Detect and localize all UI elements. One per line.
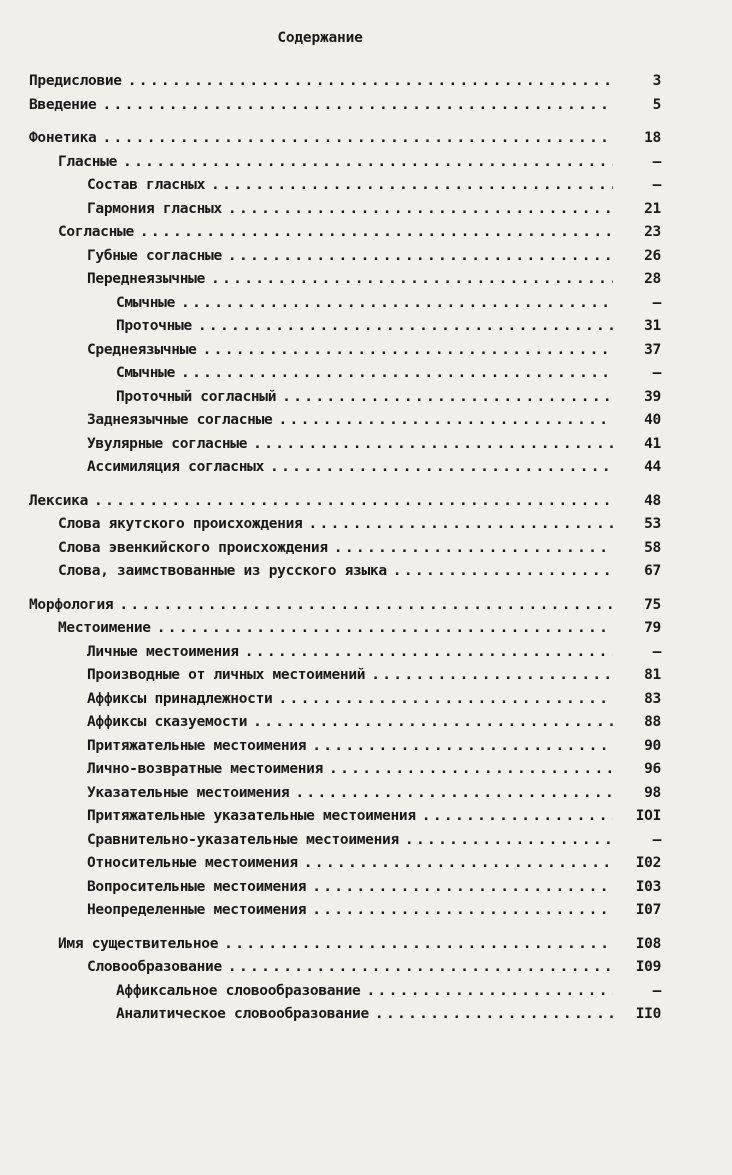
toc-entry <box>29 540 661 564</box>
toc-entry <box>29 597 661 621</box>
toc-entry-page: I03 <box>635 878 661 895</box>
toc-entry-page: – <box>652 643 661 660</box>
toc-entry-label: Указательные местоимения <box>87 784 290 801</box>
toc-entry-page: 75 <box>644 596 661 613</box>
toc-entry <box>29 667 661 691</box>
toc-entry-page: 98 <box>644 784 661 801</box>
toc-entry <box>29 177 661 201</box>
toc-entry-label: Притяжательные местоимения <box>87 737 307 754</box>
toc-entry-page: 3 <box>652 73 661 89</box>
toc-entry-page: 31 <box>644 318 661 334</box>
toc-entry <box>29 855 661 879</box>
dot-leader <box>371 667 613 683</box>
toc-entry-label: Фонетика <box>29 130 97 146</box>
toc-entry-page: 88 <box>644 714 661 730</box>
toc-entry-page: 21 <box>644 200 661 217</box>
toc-entry-label: Увулярные согласные <box>87 435 248 452</box>
toc-entry-label: Аффиксальное словообразование <box>116 982 361 999</box>
toc-entry-label: Аффиксы принадлежности <box>87 690 273 707</box>
dot-leader <box>405 832 613 848</box>
toc-entry-page: 18 <box>644 130 661 146</box>
toc-entry-label: Словообразование <box>87 959 222 975</box>
dot-leader <box>203 342 613 358</box>
dot-leader <box>308 516 613 532</box>
dot-leader <box>128 73 613 89</box>
toc-entry-label: Смычные <box>116 365 176 381</box>
toc-entry-page: 40 <box>644 412 661 428</box>
toc-entry-page: 41 <box>644 435 661 452</box>
toc-entry-page: I09 <box>635 959 661 975</box>
dot-leader <box>119 597 613 613</box>
toc-entry <box>29 201 661 225</box>
dot-leader <box>102 130 613 146</box>
toc-entry-page: I07 <box>635 902 661 918</box>
toc-entry-page: 5 <box>652 96 661 113</box>
toc-entry-label: Морфология <box>29 596 114 613</box>
toc-entry <box>29 714 661 738</box>
toc-entry-label: Сравнительно-указательные местоимения <box>87 831 399 848</box>
dot-leader <box>157 620 613 636</box>
dot-leader <box>393 563 613 579</box>
toc-entry-page: 37 <box>644 341 661 358</box>
toc-entry-label: Производные от личных местоимений <box>87 667 366 683</box>
toc-entry <box>29 271 661 295</box>
toc-entry-page: 53 <box>644 516 661 532</box>
toc-entry-label: Аналитическое словообразование <box>116 1006 369 1022</box>
toc-entry <box>29 691 661 715</box>
toc-entry-label: Предисловие <box>29 73 122 89</box>
dot-leader <box>312 879 613 895</box>
dot-leader <box>228 201 613 217</box>
toc-entry-label: Гармония гласных <box>87 200 222 217</box>
toc-entry-label: Заднеязычные согласные <box>87 412 273 428</box>
dot-leader <box>253 436 613 452</box>
toc-entry-page: 23 <box>644 224 661 240</box>
toc-entry <box>29 761 661 785</box>
toc-entry-label: Состав гласных <box>87 177 206 193</box>
toc-entry <box>29 365 661 389</box>
dot-leader <box>422 808 613 824</box>
dot-leader <box>102 97 613 113</box>
toc-entry-label: Личные местоимения <box>87 643 239 660</box>
toc-entry-label: Аффиксы сказуемости <box>87 714 248 730</box>
toc-entry <box>29 459 661 483</box>
toc-entry-page: 26 <box>644 247 661 264</box>
page-title: Содержание <box>277 30 363 46</box>
toc-entry <box>29 738 661 762</box>
toc-entry-label: Относительные местоимения <box>87 855 298 871</box>
toc-entry-label: Слова, заимствованные из русского языка <box>58 563 387 579</box>
toc-entry <box>29 516 661 540</box>
toc-entry-page: IOI <box>635 808 661 824</box>
toc-entry <box>29 832 661 856</box>
dot-leader <box>181 295 613 311</box>
toc-entry-label: Губные согласные <box>87 247 222 264</box>
dot-leader <box>366 983 613 999</box>
dot-leader <box>245 644 613 660</box>
dot-leader <box>312 902 613 918</box>
toc-entry-page: 81 <box>644 667 661 683</box>
toc-entry-page: – <box>652 177 661 193</box>
toc-entry <box>29 130 661 154</box>
toc-entry <box>29 412 661 436</box>
dot-leader <box>270 459 613 475</box>
toc-entry-label: Введение <box>29 96 97 113</box>
toc-entry-label: Местоимение <box>58 620 151 636</box>
toc-entry-page: 48 <box>644 492 661 509</box>
toc-entry-label: Переднеязычные <box>87 271 206 287</box>
toc-entry-label: Гласные <box>58 153 118 170</box>
toc-entry-label: Смычные <box>116 294 176 311</box>
toc-entry-page: 58 <box>644 539 661 556</box>
toc-entry <box>29 902 661 926</box>
dot-leader <box>334 540 613 556</box>
toc-entry-label: Лексика <box>29 492 89 509</box>
toc-entry-label: Среднеязычные <box>87 341 197 358</box>
toc-entry-page: I08 <box>635 935 661 952</box>
toc-entry-page: 39 <box>644 388 661 405</box>
dot-leader <box>198 318 613 334</box>
dot-leader <box>329 761 613 777</box>
dot-leader <box>278 691 613 707</box>
dot-leader <box>224 936 613 952</box>
toc-entry <box>29 644 661 668</box>
toc-entry <box>29 73 661 97</box>
dot-leader <box>94 493 613 509</box>
toc-entry-label: Слова якутского происхождения <box>58 516 303 532</box>
toc-entry <box>29 342 661 366</box>
toc-entry-page: 28 <box>644 271 661 287</box>
dot-leader <box>123 154 613 170</box>
toc-entry <box>29 879 661 903</box>
toc-entry-page: – <box>652 294 661 311</box>
toc-entry-label: Неопределенные местоимения <box>87 902 307 918</box>
toc-entry-label: Ассимиляция согласных <box>87 459 265 475</box>
toc-entry-page: 44 <box>644 459 661 475</box>
toc-entry-page: 83 <box>644 690 661 707</box>
toc-entry-label: Лично-возвратные местоимения <box>87 761 324 777</box>
toc-entry-label: Слова эвенкийского происхождения <box>58 539 328 556</box>
toc-entry-label: Проточные <box>116 318 192 334</box>
dot-leader <box>211 271 613 287</box>
toc-entry <box>29 318 661 342</box>
toc-entry <box>29 620 661 644</box>
toc-entry <box>29 808 661 832</box>
dot-leader <box>304 855 613 871</box>
toc-entry <box>29 1006 661 1030</box>
toc-entry-label: Имя существительное <box>58 935 219 952</box>
toc-entry <box>29 436 661 460</box>
toc-entry-page: – <box>652 153 661 170</box>
dot-leader <box>282 389 613 405</box>
toc-entry-page: 79 <box>644 620 661 636</box>
dot-leader <box>312 738 613 754</box>
dot-leader <box>181 365 613 381</box>
toc-entry <box>29 97 661 121</box>
toc-entry <box>29 295 661 319</box>
dot-leader <box>140 224 613 240</box>
toc-entry-page: 67 <box>644 563 661 579</box>
dot-leader <box>228 248 613 264</box>
toc-entry <box>29 389 661 413</box>
toc-entry <box>29 936 661 960</box>
toc-entry-page: – <box>652 365 661 381</box>
toc-entry <box>29 785 661 809</box>
dot-leader <box>253 714 613 730</box>
toc-entry-page: – <box>652 831 661 848</box>
dot-leader <box>278 412 613 428</box>
toc-entry <box>29 959 661 983</box>
dot-leader <box>375 1006 613 1022</box>
toc-entry-page: I02 <box>635 855 661 871</box>
dot-leader <box>211 177 613 193</box>
toc-entry-label: Проточный согласный <box>116 388 277 405</box>
toc-entry-label: Вопросительные местоимения <box>87 878 307 895</box>
toc-entry-page: II0 <box>635 1006 661 1022</box>
toc-entry <box>29 248 661 272</box>
toc-entry <box>29 154 661 178</box>
toc-entry-page: 96 <box>644 761 661 777</box>
toc-entry <box>29 493 661 517</box>
toc-entry-label: Согласные <box>58 224 134 240</box>
dot-leader <box>295 785 613 801</box>
table-of-contents <box>29 73 661 1030</box>
toc-entry-page: – <box>652 982 661 999</box>
toc-entry <box>29 563 661 587</box>
toc-entry-page: 90 <box>644 737 661 754</box>
toc-entry <box>29 983 661 1007</box>
dot-leader <box>228 959 613 975</box>
toc-entry-label: Притяжательные указательные местоимения <box>87 808 416 824</box>
toc-entry <box>29 224 661 248</box>
